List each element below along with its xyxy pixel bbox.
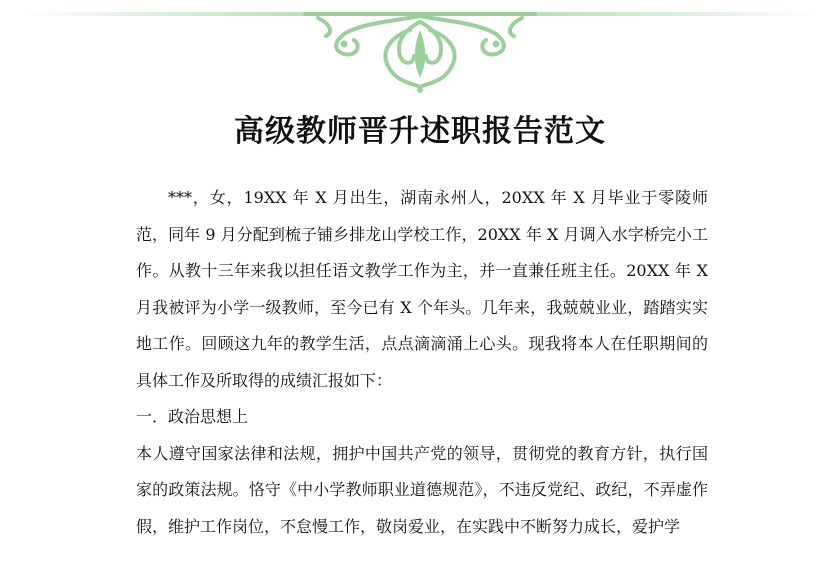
scroll-ornament-icon (0, 0, 840, 100)
document-title: 高级教师晋升述职报告范文 (234, 114, 606, 149)
document-body (136, 180, 708, 545)
intro-paragraph: ***，女，19XX 年 X 月出生，湖南永州人，20XX 年 X 月毕业于零陵师范，同年 9 月分配到梳子铺乡排龙山学校工作，20XX 年 X 月调入水字桥完小工作。从教十三年来我以担任语文教学工作为主，并一直兼任班主任。20XX 年 X 月我被评为小学一级教师，至今已有 X 个年头。几年来，我兢兢业业，踏踏实实地工作。回顾这九年的教学生活，点点滴滴涌上心头。现我将本人在任职期间的具体工作及所取得的成绩汇报如下： (136, 188, 708, 390)
political-paragraph: 本人遵守国家法律和法规，拥护中国共产党的领导，贯彻党的教育方针，执行国家的政策法规。恪守《中小学教师职业道德规范》，不违反党纪、政纪，不弄虚作假，维护工作岗位，不怠慢工作，敬岗爱业，在实践中不断努力成长，爱护学 (136, 443, 708, 536)
section-heading: 一．政治思想上 (136, 407, 249, 426)
